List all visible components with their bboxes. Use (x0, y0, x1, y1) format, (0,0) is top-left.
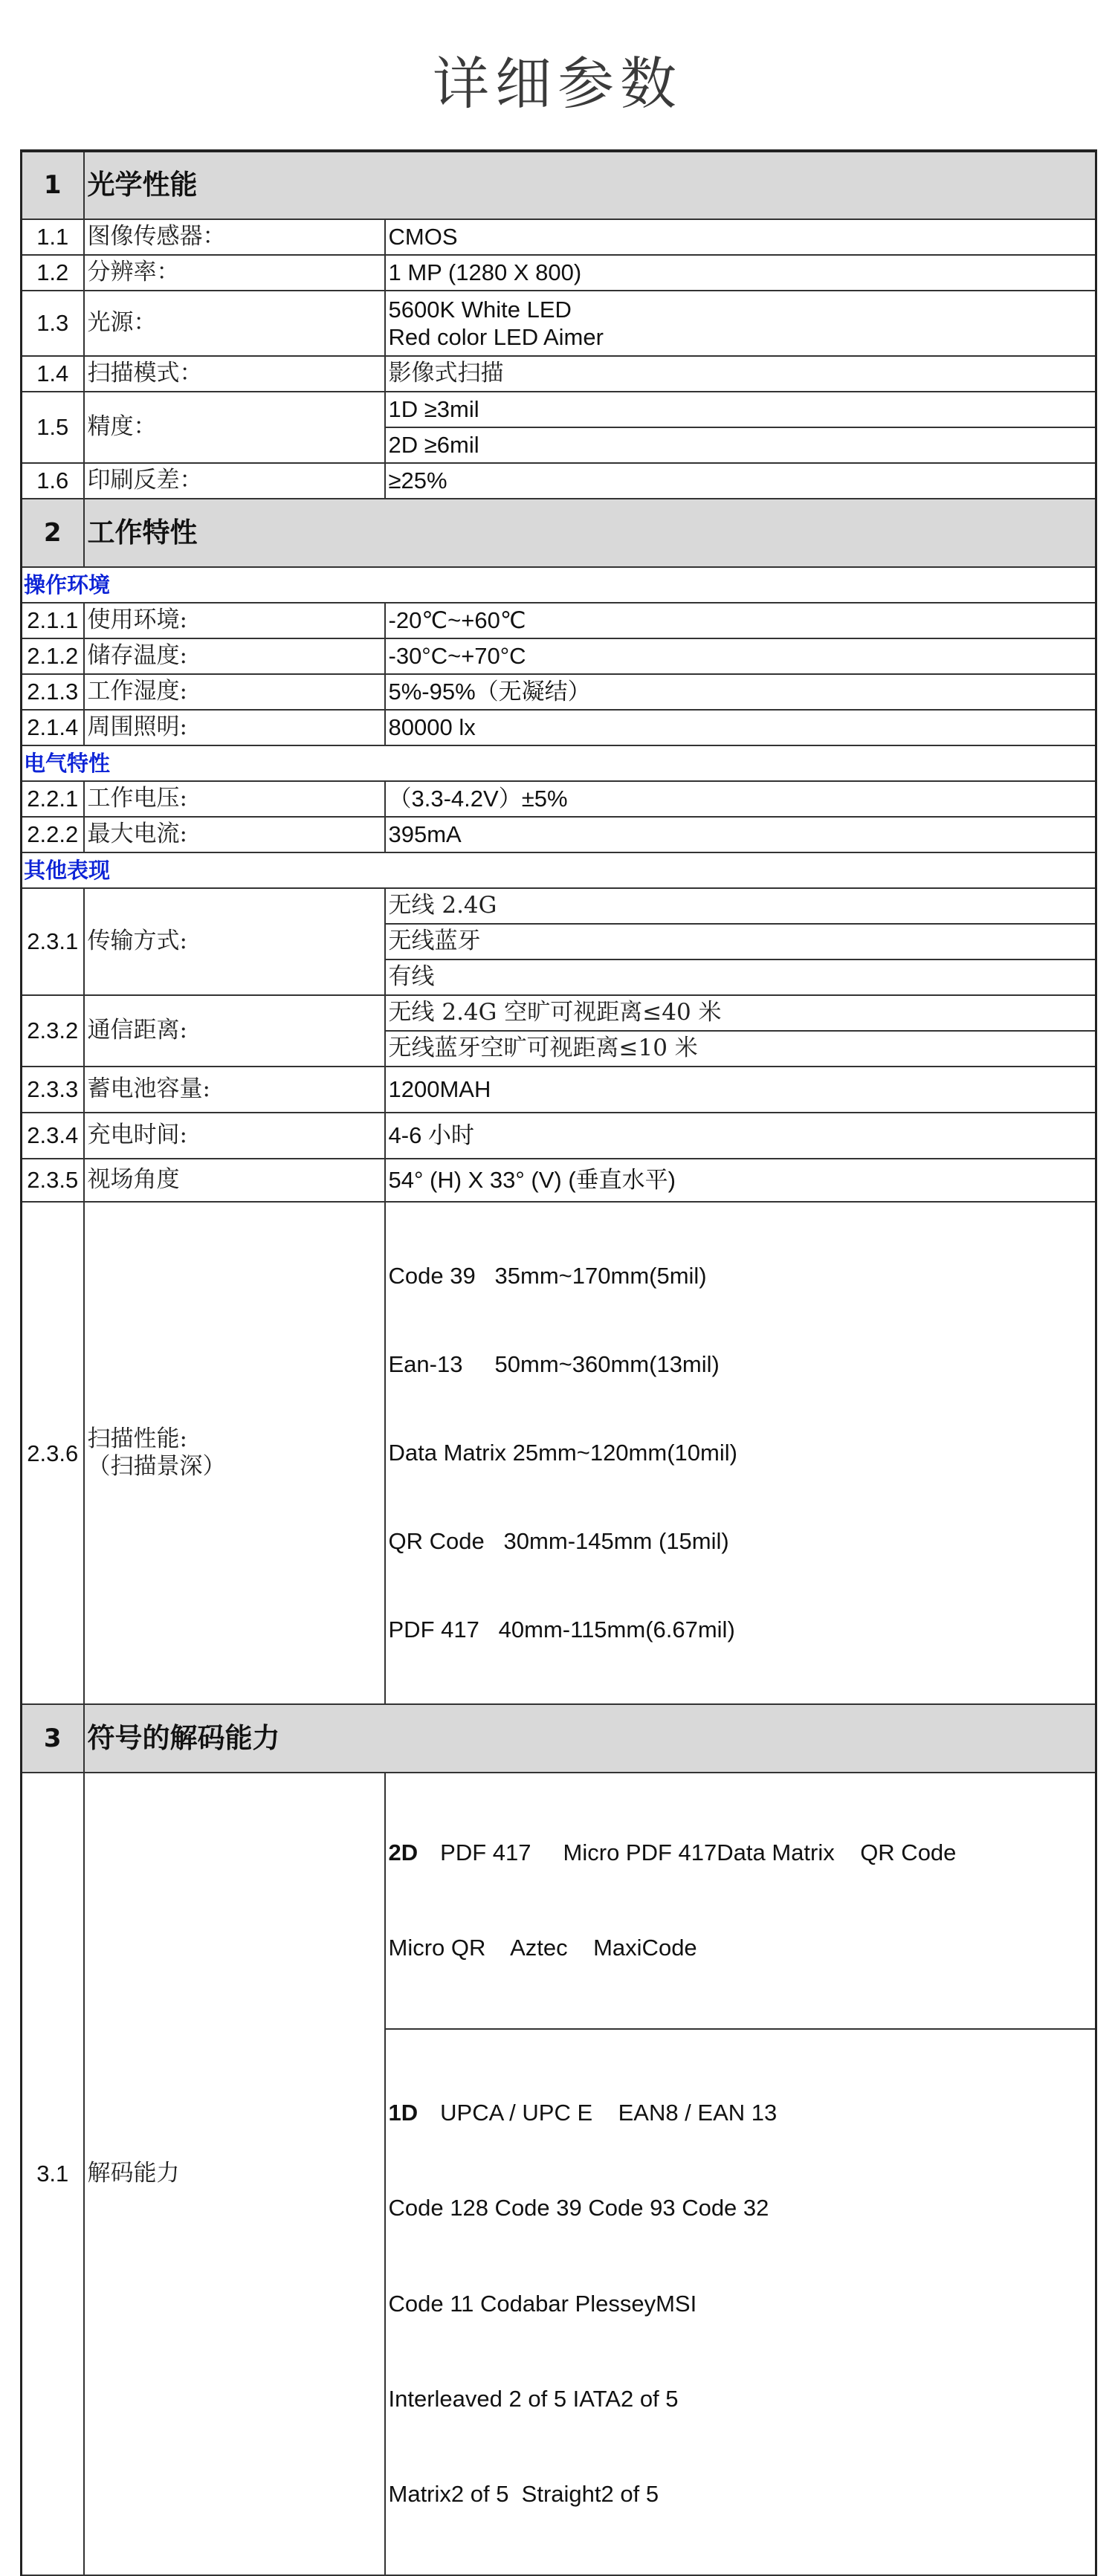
value-line: Matrix2 of 5 Straight2 of 5 (388, 2481, 659, 2508)
value-line: Code 11 Codabar PlesseyMSI (388, 2290, 697, 2317)
row-number: 1.3 (22, 291, 84, 356)
value-line: PDF 417 40mm-115mm(6.67mil) (388, 1617, 735, 1643)
row-label: 传输方式: (84, 888, 385, 995)
table-row (22, 781, 1096, 817)
subsection-title: 其他表现 (22, 852, 1096, 888)
row-label: 充电时间: (84, 1113, 385, 1159)
table-row (22, 255, 1096, 291)
value-line: 5600K White LED (388, 296, 572, 323)
row-number: 1.6 (22, 463, 84, 499)
section-title: 工作特性 (84, 499, 1096, 567)
row-number: 1.4 (22, 356, 84, 392)
value-line: Code 39 35mm~170mm(5mil) (388, 1263, 707, 1289)
table-row (22, 995, 1096, 1031)
row-label: 使用环境: (84, 603, 385, 638)
row-value (385, 1202, 1096, 1704)
table-row (22, 1067, 1096, 1113)
row-value: -20℃~+60℃ (385, 603, 1096, 638)
row-value: 1D ≥3mil (385, 392, 1096, 427)
table-row (22, 1113, 1096, 1159)
table-row (22, 710, 1096, 745)
row-label: 图像传感器： (84, 219, 385, 255)
row-label (84, 1202, 385, 1704)
row-value: 395mA (385, 817, 1096, 852)
row-value: ≥25% (385, 463, 1096, 499)
section-number: 3 (22, 1704, 84, 1773)
row-value: 无线 2.4G 空旷可视距离≤40 米 (385, 995, 1096, 1031)
subsection-header (22, 852, 1096, 888)
row-value: 5%-95%（无凝结） (385, 674, 1096, 710)
section-decoding (22, 1704, 1096, 1773)
symbology-tag-2d: 2D (388, 1839, 418, 1865)
row-label: 工作电压: (84, 781, 385, 817)
row-value: 无线蓝牙 (385, 924, 1096, 959)
section-working (22, 499, 1096, 567)
table-row (22, 674, 1096, 710)
row-number: 2.1.3 (22, 674, 84, 710)
table-row (22, 603, 1096, 638)
value-line: Interleaved 2 of 5 IATA2 of 5 (388, 2385, 679, 2412)
row-number: 2.3.1 (22, 888, 84, 995)
table-row (22, 463, 1096, 499)
row-number: 2.2.2 (22, 817, 84, 852)
table-row (22, 1202, 1096, 1704)
row-number: 1.2 (22, 255, 84, 291)
value-line: Data Matrix 25mm~120mm(10mil) (388, 1440, 737, 1466)
label-line: 扫描性能: (87, 1425, 187, 1453)
row-number: 2.1.4 (22, 710, 84, 745)
row-number: 2.3.4 (22, 1113, 84, 1159)
row-label: 扫描模式： (84, 356, 385, 392)
row-value: 影像式扫描 (385, 356, 1096, 392)
table-row (22, 1159, 1096, 1202)
row-label: 视场角度 (84, 1159, 385, 1202)
section-number: 1 (22, 151, 84, 219)
row-value: 1 MP (1280 X 800) (385, 255, 1096, 291)
row-label: 工作湿度: (84, 674, 385, 710)
row-label: 蓄电池容量: (84, 1067, 385, 1113)
row-value: 无线蓝牙空旷可视距离≤10 米 (385, 1031, 1096, 1067)
row-value: 2D ≥6mil (385, 427, 1096, 463)
table-row (22, 219, 1096, 255)
table-row (22, 291, 1096, 356)
row-value: 无线 2.4G (385, 888, 1096, 924)
row-label: 周围照明: (84, 710, 385, 745)
row-label: 光源： (84, 291, 385, 356)
section-title: 光学性能 (84, 151, 1096, 219)
subsection-header (22, 567, 1096, 603)
value-line: Ean-13 50mm~360mm(13mil) (388, 1351, 720, 1378)
row-value-2d (385, 1773, 1096, 2028)
value-line: Code 128 Code 39 Code 93 Code 32 (388, 2195, 769, 2221)
subsection-title: 电气特性 (22, 745, 1096, 781)
row-label: 精度： (84, 392, 385, 463)
row-value: CMOS (385, 219, 1096, 255)
row-number: 1.5 (22, 392, 84, 463)
row-label: 储存温度: (84, 638, 385, 674)
value-line: QR Code 30mm-145mm (15mil) (388, 1528, 729, 1555)
row-label: 最大电流: (84, 817, 385, 852)
row-value: 80000 lx (385, 710, 1096, 745)
row-number: 2.3.6 (22, 1202, 84, 1704)
row-value (385, 291, 1096, 356)
subsection-title: 操作环境 (22, 567, 1096, 603)
row-value: （3.3-4.2V）±5% (385, 781, 1096, 817)
table-row (22, 638, 1096, 674)
row-value-1d (385, 2029, 1096, 2575)
row-label: 解码能力 (84, 1773, 385, 2575)
table-row (22, 817, 1096, 852)
value-line: Red color LED Aimer (388, 324, 604, 350)
section-number: 2 (22, 499, 84, 567)
page-title: 详细参数 (433, 51, 682, 117)
table-row (22, 392, 1096, 427)
row-value: 有线 (385, 959, 1096, 995)
row-number: 2.1.2 (22, 638, 84, 674)
row-number: 2.3.5 (22, 1159, 84, 1202)
row-number: 2.3.2 (22, 995, 84, 1067)
value-line: Micro QR Aztec MaxiCode (388, 1935, 697, 1961)
table-row (22, 356, 1096, 392)
row-number: 2.3.3 (22, 1067, 84, 1113)
spec-table (20, 149, 1097, 2576)
row-number: 1.1 (22, 219, 84, 255)
row-value: 54° (H) X 33° (V) (垂直水平) (385, 1159, 1096, 1202)
row-label: 印刷反差： (84, 463, 385, 499)
row-label: 分辨率： (84, 255, 385, 291)
symbology-tag-1d: 1D (388, 2100, 418, 2126)
value-line (389, 1837, 1093, 1869)
row-number: 2.2.1 (22, 781, 84, 817)
table-row (22, 888, 1096, 924)
row-value: -30°C~+70°C (385, 638, 1096, 674)
value-line (389, 2097, 1093, 2129)
symbology-list: UPCA / UPC E EAN8 / EAN 13 (440, 2100, 778, 2126)
table-row (22, 1773, 1096, 2028)
row-number: 3.1 (22, 1773, 84, 2575)
subsection-header (22, 745, 1096, 781)
row-value: 1200MAH (385, 1067, 1096, 1113)
row-value: 4-6 小时 (385, 1113, 1096, 1159)
row-label: 通信距离: (84, 995, 385, 1067)
section-title: 符号的解码能力 (84, 1704, 1096, 1773)
symbology-list: PDF 417 Micro PDF 417Data Matrix QR Code (440, 1839, 957, 1865)
section-optical (22, 151, 1096, 219)
row-number: 2.1.1 (22, 603, 84, 638)
label-line: （扫描景深） (87, 1453, 226, 1480)
